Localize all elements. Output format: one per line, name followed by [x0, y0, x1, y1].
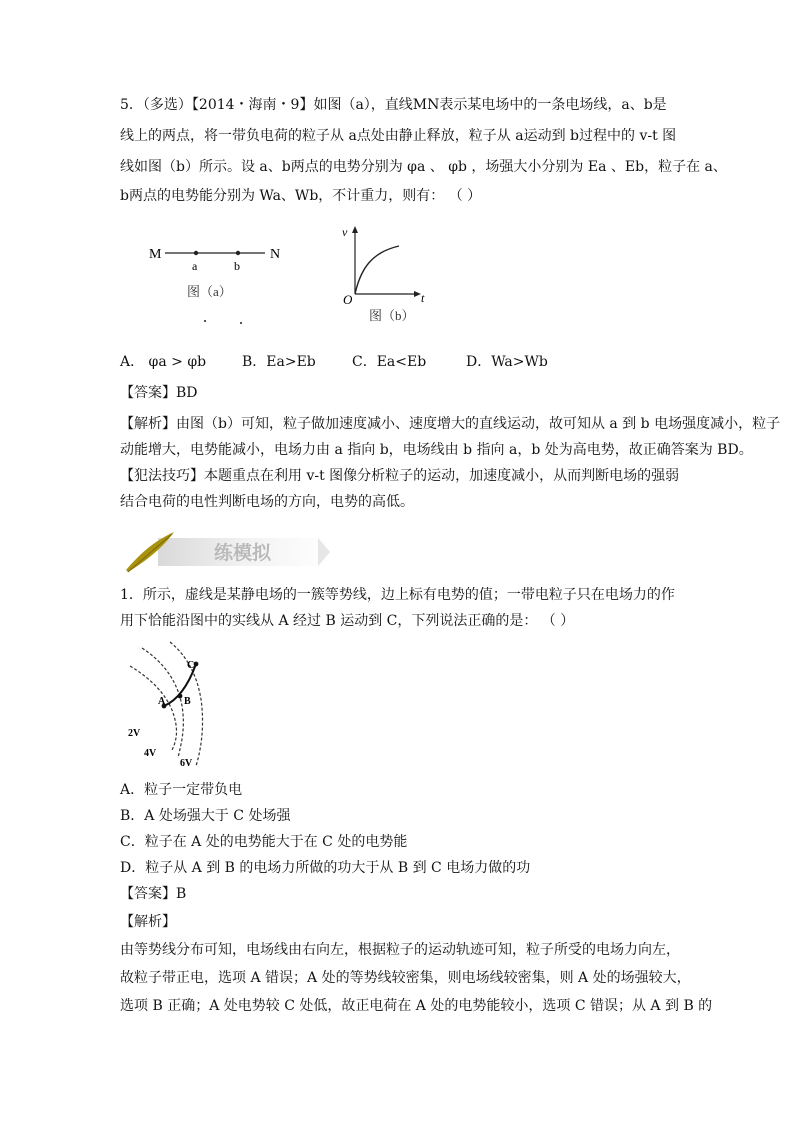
fig-a-label-b: b [234, 259, 240, 273]
q1-analysis-line-3: 选项 B 正确；A 处电势较 C 处低，故正电荷在 A 处的电势能较小，选项 C 错误；从 A 到 B 的 [120, 998, 713, 1014]
q5-answer: 【答案】BD [120, 385, 198, 401]
q1-analysis-line-2: 故粒子带正电，选项 A 错误；A 处的等势线较密集，则电场线较密集，则 A 处的场强较大， [120, 970, 691, 986]
q1-option-a: A．粒子一定带负电 [120, 782, 243, 798]
fig-a-label-a: a [192, 259, 198, 273]
q5-line-1: 5．（多选）【2014・海南・9】如图（a），直线MN表示某电场中的一条电场线，a、b是 [120, 97, 667, 113]
section-banner [118, 528, 333, 574]
banner-title: 练模拟 [214, 543, 272, 564]
fig-b-label-o: O [343, 292, 353, 307]
q5-line-4: b两点的电势能分别为 Wa、Wb，不计重力，则有： （ ） [120, 188, 482, 204]
fig1-label-a: A [158, 696, 166, 707]
q5-tip-line-1: 【犯法技巧】本题重点在利用 v-t 图像分析粒子的运动，加速度减小，从而判断电场的强弱 [120, 468, 680, 484]
q5-option-d: D．Wa>Wb [466, 354, 548, 370]
figure-b [335, 222, 435, 327]
q5-tip-line-2: 结合电荷的电性判断电场的方向，电势的高低。 [120, 494, 414, 510]
figure-a [145, 236, 295, 306]
fig-b-caption: 图（b） [369, 308, 415, 323]
fig-a-label-n: N [270, 247, 281, 262]
q5-option-a: A． φa > φb [120, 354, 207, 370]
q5-analysis-line-1: 【解析】由图（b）可知，粒子做加速度减小、速度增大的直线运动，故可知从 a 到 b 电场强度减小，粒子 [120, 416, 781, 432]
q1-line-2: 用下恰能沿图中的实线从 A 经过 B 运动到 C，下列说法正确的是： （ ） [120, 613, 575, 629]
q1-analysis-line-1: 由等势线分布可知，电场线由右向左，根据粒子的运动轨迹可知，粒子所受的电场力向左， [120, 942, 680, 958]
fig1-label-4v: 4V [144, 748, 157, 759]
q1-line-1: 1．所示，虚线是某静电场的一簇等势线，边上标有电势的值；一带电粒子只在电场力的作 [120, 587, 675, 603]
q1-option-b: B．A 处场强大于 C 处场强 [120, 808, 291, 824]
fig-b-label-t: t [421, 291, 425, 305]
q5-option-c: C．Ea<Eb [352, 354, 427, 370]
q5-line-2: 线上的两点，将一带负电荷的粒子从 a点处由静止释放，粒子从 a运动到 b过程中的 v-t 图 [120, 128, 677, 144]
figure-equipotential [120, 638, 230, 768]
q1-analysis-title: 【解析】 [120, 914, 176, 930]
q1-answer: 【答案】B [120, 886, 187, 902]
fig-b-label-v: v [342, 225, 348, 239]
fig1-label-6v: 6V [180, 758, 193, 768]
fig1-label-b: B [184, 696, 191, 707]
q1-option-c: C．粒子在 A 处的电势能大于在 C 处的电势能 [120, 834, 408, 850]
q5-analysis-line-2: 动能增大，电势能减小，电场力由 a 指向 b，电场线由 b 指向 a，b 处为高电势，故正确答案为 BD。 [120, 442, 753, 458]
scan-dot [204, 320, 206, 322]
fig-a-label-m: M [149, 247, 162, 262]
fig1-label-c: C [187, 660, 195, 671]
q5-line-3: 线如图（b）所示。设 a、b两点的电势分别为 φa 、 φb ，场强大小分别为 Ea 、Eb，粒子在 a、 [120, 159, 727, 175]
q1-option-d: D．粒子从 A 到 B 的电场力所做的功大于从 B 到 C 电场力做的功 [120, 860, 531, 876]
scan-dot [240, 322, 242, 324]
fig1-label-2v: 2V [128, 728, 141, 739]
q5-option-b: B．Ea>Eb [242, 354, 316, 370]
fig-a-caption: 图（a） [187, 284, 232, 299]
